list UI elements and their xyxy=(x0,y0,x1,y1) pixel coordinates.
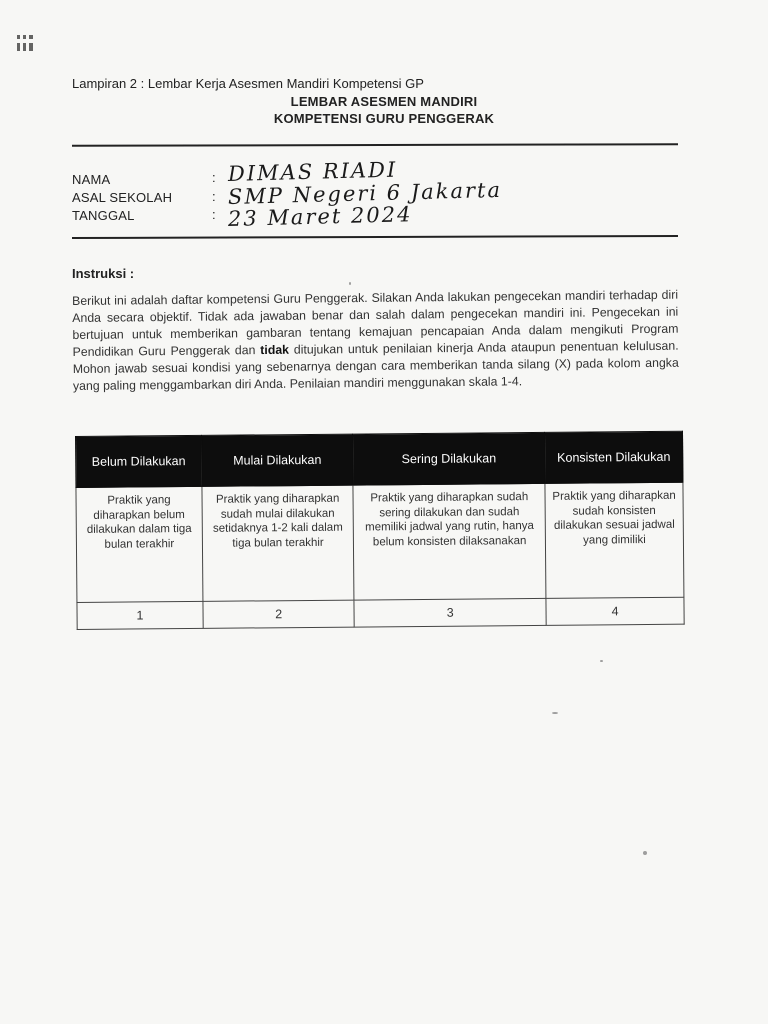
scan-speck xyxy=(643,851,647,855)
scan-speck xyxy=(600,660,603,662)
rating-scale-table xyxy=(75,431,685,630)
scale-header-4: Konsisten Dilakukan xyxy=(545,431,683,483)
date-value-handwritten: 23 Maret 2024 xyxy=(227,202,413,231)
scale-description-1: Praktik yang diharapkan belum dilakukan dalam tiga bulan terakhir xyxy=(76,486,203,602)
name-label: NAMA xyxy=(72,172,111,187)
document-subtitle: KOMPETENSI GURU PENGGERAK xyxy=(273,111,495,126)
appendix-label: Lampiran 2 : Lembar Kerja Asesmen Mandiri Kompetensi GP xyxy=(72,76,424,91)
scale-header-row xyxy=(76,431,683,487)
scale-number-4: 4 xyxy=(546,597,684,625)
instructions-bold-word: tidak xyxy=(260,342,290,358)
scale-header-1: Belum Dilakukan xyxy=(76,435,202,487)
instructions-text-part2: ditujukan untuk penilaian kinerja Anda ataupun penentuan kelulusan. Mohon jawab sesuai kondisi yang sebenarnya dengan cara memberikan tanda silang (X) pada kolom angka yang paling menggambarkan diri Anda. Penilaian mandiri menggunakan skala 1-4. xyxy=(72,338,679,393)
school-colon: : xyxy=(212,189,216,204)
scale-header-3: Sering Dilakukan xyxy=(353,432,545,485)
header-divider-top xyxy=(72,143,678,147)
scale-description-3: Praktik yang diharapkan sudah sering dilakukan dan sudah memiliki jadwal yang rutin, hanya belum konsisten dilaksanakan xyxy=(353,483,546,600)
scale-number-2: 2 xyxy=(203,600,355,628)
scan-speck xyxy=(349,282,351,285)
name-colon: : xyxy=(212,170,216,185)
instructions-text-part1: Berikut ini adalah daftar kompetensi Guru Penggerak. Silakan Anda lakukan pengecekan mandiri terhadap diri Anda secara objektif. Tidak ada jawaban benar dan salah dalam pengecekan mandiri ini. Pengecekan ini bertujuan untuk memberikan gambaran tentang kemajuan pencapaian Anda dalam mengikuti Program Pendidikan Guru Penggerak dan xyxy=(72,287,679,359)
date-colon: : xyxy=(212,207,216,222)
header-divider-bottom xyxy=(72,235,678,239)
scale-header-2: Mulai Dilakukan xyxy=(201,434,353,486)
name-value-handwritten: DIMAS RIADI xyxy=(227,157,398,186)
qr-code-icon xyxy=(17,35,33,51)
document-title: LEMBAR ASESMEN MANDIRI xyxy=(290,94,478,109)
scale-description-4: Praktik yang diharapkan sudah konsisten dilakukan sesuai jadwal yang dimiliki xyxy=(545,482,684,598)
scale-number-row xyxy=(77,597,684,629)
scan-speck xyxy=(552,712,558,714)
scale-number-3: 3 xyxy=(354,598,546,627)
scale-description-2: Praktik yang diharapkan sudah mulai dilakukan setidaknya 1-2 kali dalam tiga bulan terakhir xyxy=(202,485,354,601)
instructions-heading: Instruksi : xyxy=(72,266,135,281)
instructions-text xyxy=(72,287,679,395)
school-value-handwritten: SMP Negeri 6 Jakarta xyxy=(227,177,503,209)
date-label: TANGGAL xyxy=(72,208,135,223)
school-label: ASAL SEKOLAH xyxy=(72,190,173,205)
scale-description-row xyxy=(76,482,684,602)
scale-number-1: 1 xyxy=(77,601,203,629)
